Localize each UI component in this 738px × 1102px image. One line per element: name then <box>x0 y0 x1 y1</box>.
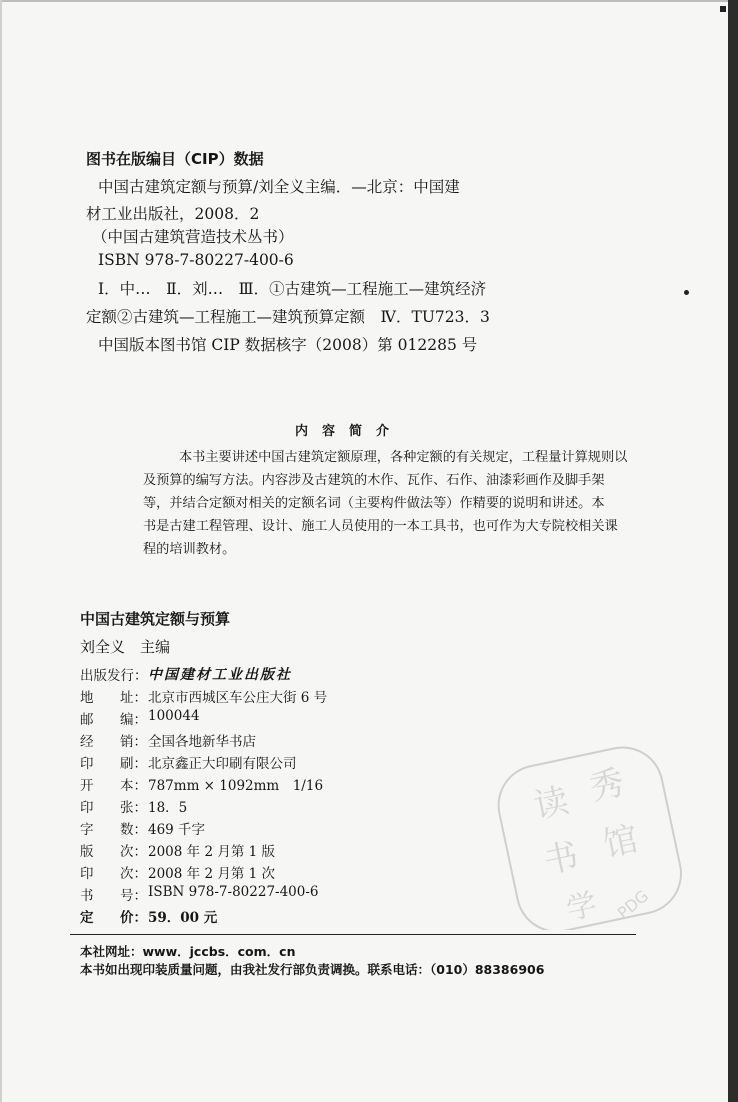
edition-label-1: 版 <box>80 844 94 860</box>
printer-label-2: 刷： <box>120 756 147 772</box>
cip-line-4: ISBN 978-7-80227-400-6 <box>98 251 294 269</box>
page-edge-top <box>0 0 738 2</box>
cip-line-1: 中国古建筑定额与预算/刘全义主编．—北京：中国建 <box>98 178 460 196</box>
isbn-value: ISBN 978-7-80227-400-6 <box>148 884 319 900</box>
postcode-label-2: 编： <box>120 712 147 728</box>
price-value: 59．00 元 <box>148 910 218 926</box>
distributor-label-1: 经 <box>80 734 94 750</box>
edition-label-2: 次： <box>120 844 147 860</box>
format-value: 787mm × 1092mm 1/16 <box>148 778 324 794</box>
printing-label-2: 次： <box>120 866 147 882</box>
printing-value: 2008 年 2 月第 1 次 <box>148 866 275 882</box>
cip-line-7: 中国版本图书馆 CIP 数据核字（2008）第 012285 号 <box>98 336 478 354</box>
distributor-value: 全国各地新华书店 <box>148 734 256 750</box>
corner-mark <box>720 6 726 12</box>
price-label-1: 定 <box>80 910 94 926</box>
address-value: 北京市西城区车公庄大街 6 号 <box>148 690 328 706</box>
stamp-char-5: 学 <box>563 886 600 928</box>
printer-label-1: 印 <box>80 756 94 772</box>
postcode-label-1: 邮 <box>80 712 94 728</box>
stamp-pdg: PDG <box>613 886 653 923</box>
summary-line-4: 书是古建工程管理、设计、施工人员使用的一本工具书，也可作为大专院校相关课 <box>143 519 618 534</box>
stray-dot <box>684 290 689 295</box>
cip-line-2: 材工业出版社，2008．2 <box>86 205 260 223</box>
wordcount-label-2: 数： <box>120 822 147 838</box>
postcode-value: 100044 <box>148 708 200 724</box>
stamp-char-4: 馆 <box>600 818 642 866</box>
publisher-label: 出版发行： <box>80 668 148 684</box>
footer-rule <box>70 934 636 935</box>
summary-line-1: 本书主要讲述中国古建筑定额原理，各种定额的有关规定，工程量计算规则以 <box>179 450 628 465</box>
stamp-char-1: 读 <box>530 780 573 827</box>
printer-value: 北京鑫正大印刷有限公司 <box>148 756 297 772</box>
format-label-2: 本： <box>120 778 147 794</box>
isbn-label-2: 号： <box>120 888 147 904</box>
format-label-1: 开 <box>80 778 94 794</box>
publisher-website: 本社网址：www．jccbs．com．cn <box>80 944 296 959</box>
address-label-1: 地 <box>80 690 94 706</box>
summary-line-3: 等，并结合定额对相关的定额名词（主要构件做法等）作精要的说明和讲述。本 <box>143 496 605 511</box>
sheets-value: 18．5 <box>148 800 188 816</box>
edition-value: 2008 年 2 月第 1 版 <box>148 844 275 860</box>
page-edge-left <box>0 0 2 1102</box>
book-title: 中国古建筑定额与预算 <box>80 610 231 628</box>
sheets-label-1: 印 <box>80 800 94 816</box>
price-label-2: 价： <box>120 910 147 926</box>
isbn-label-1: 书 <box>80 888 94 904</box>
summary-line-5: 程的培训教材。 <box>143 542 236 557</box>
cip-line-3: （中国古建筑营造技术丛书） <box>92 228 294 246</box>
cip-heading: 图书在版编目（CIP）数据 <box>86 150 264 168</box>
page-edge-right <box>728 0 738 1102</box>
summary-line-2: 及预算的编写方法。内容涉及古建筑的木作、瓦作、石作、油漆彩画作及脚手架 <box>143 473 605 488</box>
quality-notice: 本书如出现印装质量问题，由我社发行部负责调换。联系电话：（010）88386906 <box>80 962 545 977</box>
cip-line-5: Ⅰ．中… Ⅱ．刘… Ⅲ．①古建筑—工程施工—建筑经济 <box>98 280 487 298</box>
summary-title: 内容简介 <box>294 424 403 439</box>
distributor-label-2: 销： <box>120 734 147 750</box>
wordcount-value: 469 千字 <box>148 822 206 838</box>
address-label-2: 址： <box>120 690 147 706</box>
cip-line-6: 定额②古建筑—工程施工—建筑预算定额 Ⅳ．TU723．3 <box>86 308 490 326</box>
stamp-char-3: 书 <box>540 835 582 882</box>
stamp-char-2: 秀 <box>586 762 628 809</box>
wordcount-label-1: 字 <box>80 822 94 838</box>
publisher-value: 中国建材工业出版社 <box>148 667 292 683</box>
sheets-label-2: 张： <box>120 800 147 816</box>
library-stamp <box>492 742 682 930</box>
printing-label-1: 印 <box>80 866 94 882</box>
book-author: 刘全义 主编 <box>80 638 171 656</box>
